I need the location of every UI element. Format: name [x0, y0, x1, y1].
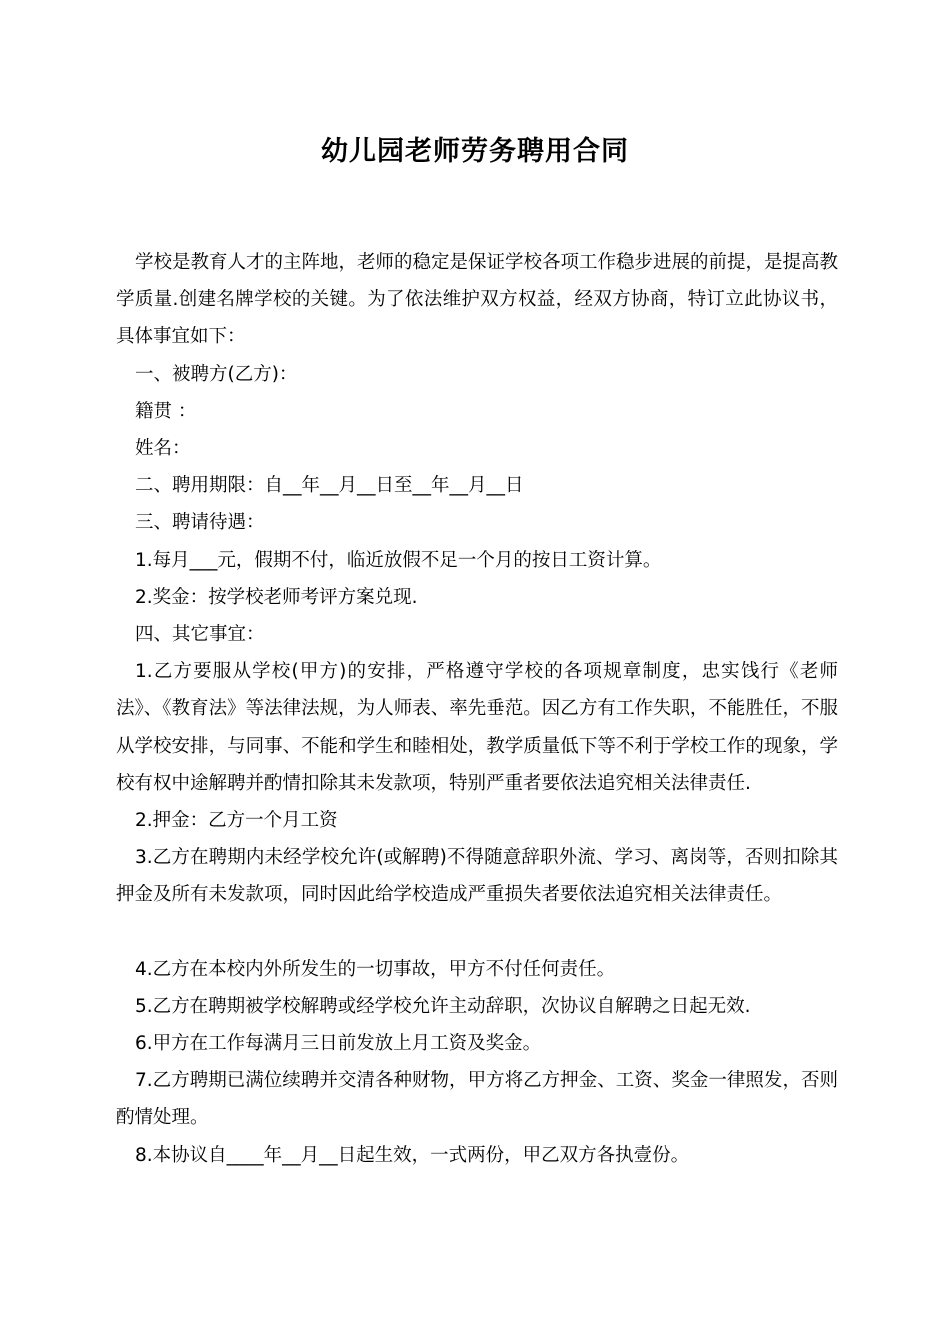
paragraph-item-2: 2.押金：乙方一个月工资 [135, 810, 338, 832]
paragraph-section-2: 二、聘用期限：自__年__月__日至__年__月__日 [135, 475, 524, 497]
paragraph-item-5: 5.乙方在聘期被学校解聘或经学校允许主动辞职，次协议自解聘之日起无效. [135, 995, 751, 1017]
paragraph-section-1: 一、被聘方(乙方)： [135, 363, 298, 385]
document-body [116, 244, 838, 1174]
paragraph-intro: 学校是教育人才的主阵地，老师的稳定是保证学校各项工作稳步进展的前提，是提高教学质量.创建名牌学校的关键。为了依法维护双方权益，经双方协商，特订立此协议书，具体事宜如下： [116, 252, 839, 348]
paragraph-salary: 1.每月___元，假期不付，临近放假不足一个月的按日工资计算。 [135, 549, 662, 571]
paragraph-spacer [116, 914, 838, 951]
paragraph-native-place: 籍贯 ： [135, 400, 197, 422]
paragraph-bonus: 2.奖金：按学校老师考评方案兑现. [135, 586, 418, 608]
document-title: 幼儿园老师劳务聘用合同 [321, 136, 629, 167]
paragraph-item-4: 4.乙方在本校内外所发生的一切事故，甲方不付任何责任。 [135, 958, 616, 980]
paragraph-item-3: 3.乙方在聘期内未经学校允许(或解聘)不得随意辞职外流、学习、离岗等，否则扣除其押金及所有未发款项，同时因此给学校造成严重损失者要依法追究相关法律责任。 [116, 847, 838, 906]
paragraph-item-1: 1.乙方要服从学校(甲方)的安排，严格遵守学校的各项规章制度，忠实饯行《老师法》、《教育法》等法律法规，为人师表、率先垂范。因乙方有工作失职，不能胜任，不服从学校安排，与同事、不能和学生和睦相处，教学质量低下等不利于学校工作的现象，学校有权中途解聘并酌情扣除其未发款项，特别严重者要依法追究相关法律责任. [116, 661, 838, 794]
paragraph-item-8: 8.本协议自____年__月__日起生效，一式两份，甲乙双方各执壹份。 [135, 1144, 690, 1166]
paragraph-name: 姓名： [135, 438, 191, 460]
paragraph-item-6: 6.甲方在工作每满月三日前发放上月工资及奖金。 [135, 1033, 542, 1055]
paragraph-section-4: 四、其它事宜： [135, 624, 265, 646]
paragraph-item-7: 7.乙方聘期已满位续聘并交清各种财物，甲方将乙方押金、工资、奖金一律照发，否则酌情处理。 [116, 1070, 838, 1129]
paragraph-section-3: 三、聘请待遇： [135, 512, 265, 534]
